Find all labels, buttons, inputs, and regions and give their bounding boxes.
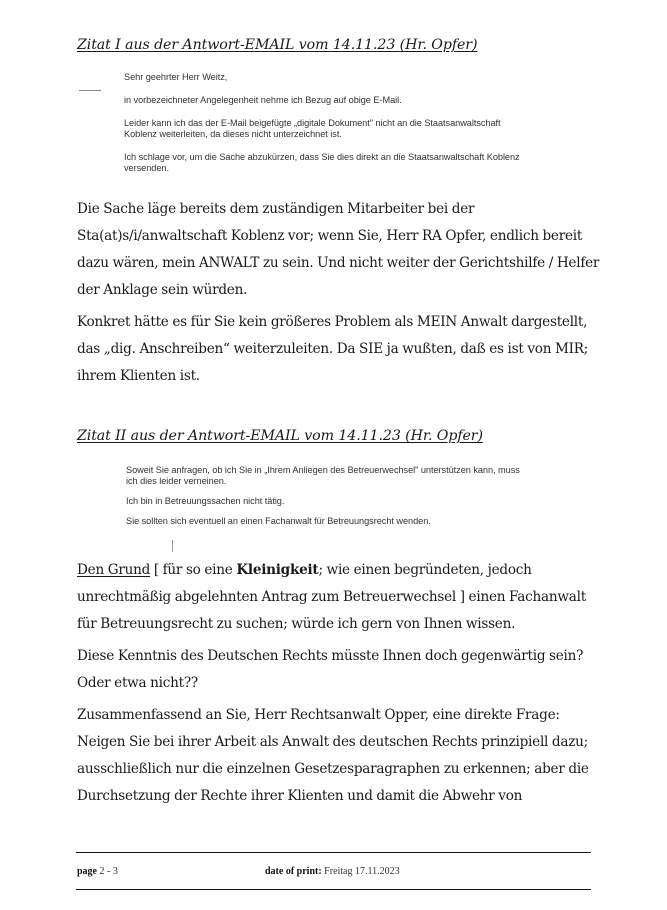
scan-dash-mark [79, 90, 101, 91]
text-line [77, 557, 617, 584]
scan-cursor-mark [172, 540, 173, 552]
quote2-line: Sie sollten sich eventuell an einen Fachanwalt für Betreuungsrecht wenden. [126, 516, 431, 526]
text-line: ihrem Klienten ist. [77, 368, 200, 384]
text-line: Oder etwa nicht?? [77, 675, 198, 691]
footer-divider-top [76, 852, 591, 853]
paragraph-1 [77, 196, 617, 304]
quote1-email-excerpt [124, 72, 520, 174]
quote1-line: Leider kann ich das der E-Mail beigefügte „digitale Dokument" nicht an die Staatsanwaltschaft [124, 118, 501, 128]
text-line: Zusammenfassend an Sie, Herr Rechtsanwalt Opper, eine direkte Frage: [77, 707, 560, 723]
date-value: Freitag 17.11.2023 [324, 866, 400, 877]
text-line: Sta(at)s/i/anwaltschaft Koblenz vor; wenn Sie, Herr RA Opfer, endlich bereit [77, 228, 583, 244]
paragraph-4 [77, 643, 617, 697]
bold-word: Kleinigkeit [236, 562, 319, 578]
quote2-line: Soweit Sie anfragen, ob ich Sie in „Ihrem Anliegen des Betreuerwechsel" unterstützen kann, muss [126, 465, 520, 475]
quote1-line: Ich schlage vor, um die Sache abzukürzen, dass Sie dies direkt an die Staatsanwaltschaft Koblenz [124, 152, 520, 162]
text-fragment: ; wie einen begründeten, jedoch [318, 562, 532, 578]
paragraph-3 [77, 557, 617, 638]
text-line: Konkret hätte es für Sie kein größeres Problem als MEIN Anwalt dargestellt, [77, 314, 588, 330]
paragraph-2 [77, 309, 617, 390]
footer-print-date [265, 866, 400, 877]
text-line: Diese Kenntnis des Deutschen Rechts müsste Ihnen doch gegenwärtig sein? [77, 648, 584, 664]
underlined-phrase: Den Grund [77, 562, 151, 578]
text-line: Durchsetzung der Rechte ihrer Klienten und damit die Abwehr von [77, 788, 523, 804]
quote1-heading: Zitat I aus der Antwort-EMAIL vom 14.11.23 (Hr. Opfer) [77, 37, 478, 53]
quote2-line: ich dies leider verneinen. [126, 476, 227, 486]
quote2-email-excerpt [126, 465, 520, 527]
text-fragment: [ für so eine [150, 562, 237, 578]
quote1-line: Sehr geehrter Herr Weitz, [124, 72, 228, 82]
quote2-heading: Zitat II aus der Antwort-EMAIL vom 14.11.23 (Hr. Opfer) [77, 428, 483, 444]
text-line: das „dig. Anschreiben“ weiterzuleiten. Da SIE ja wußten, daß es ist von MIR; [77, 341, 589, 357]
date-label: date of print: [265, 866, 322, 877]
quote1-line: Koblenz weiterleiten, da dieses nicht unterzeichnet ist. [124, 129, 342, 139]
footer-page-number [77, 866, 118, 877]
footer-divider-bottom [76, 889, 591, 890]
quote2-line: Ich bin in Betreuungssachen nicht tätig. [126, 496, 285, 506]
page-value: 2 - 3 [99, 866, 118, 877]
text-line: unrechtmäßig abgelehnten Antrag zum Betreuerwechsel ] einen Fachanwalt [77, 589, 586, 605]
text-line: für Betreuungsrecht zu suchen; würde ich gern von Ihnen wissen. [77, 616, 516, 632]
paragraph-5 [77, 702, 617, 810]
text-line: der Anklage sein würden. [77, 282, 248, 298]
text-line: ausschließlich nur die einzelnen Gesetzesparagraphen zu erkennen; aber die [77, 761, 589, 777]
page-label: page [77, 866, 97, 877]
quote1-line: in vorbezeichneter Angelegenheit nehme ich Bezug auf obige E-Mail. [124, 95, 402, 105]
text-line: Die Sache läge bereits dem zuständigen Mitarbeiter bei der [77, 201, 475, 217]
quote1-line: versenden. [124, 163, 169, 173]
text-line: Neigen Sie bei ihrer Arbeit als Anwalt des deutschen Rechts prinzipiell dazu; [77, 734, 588, 750]
text-line: dazu wären, mein ANWALT zu sein. Und nicht weiter der Gerichtshilfe / Helfer [77, 255, 600, 271]
